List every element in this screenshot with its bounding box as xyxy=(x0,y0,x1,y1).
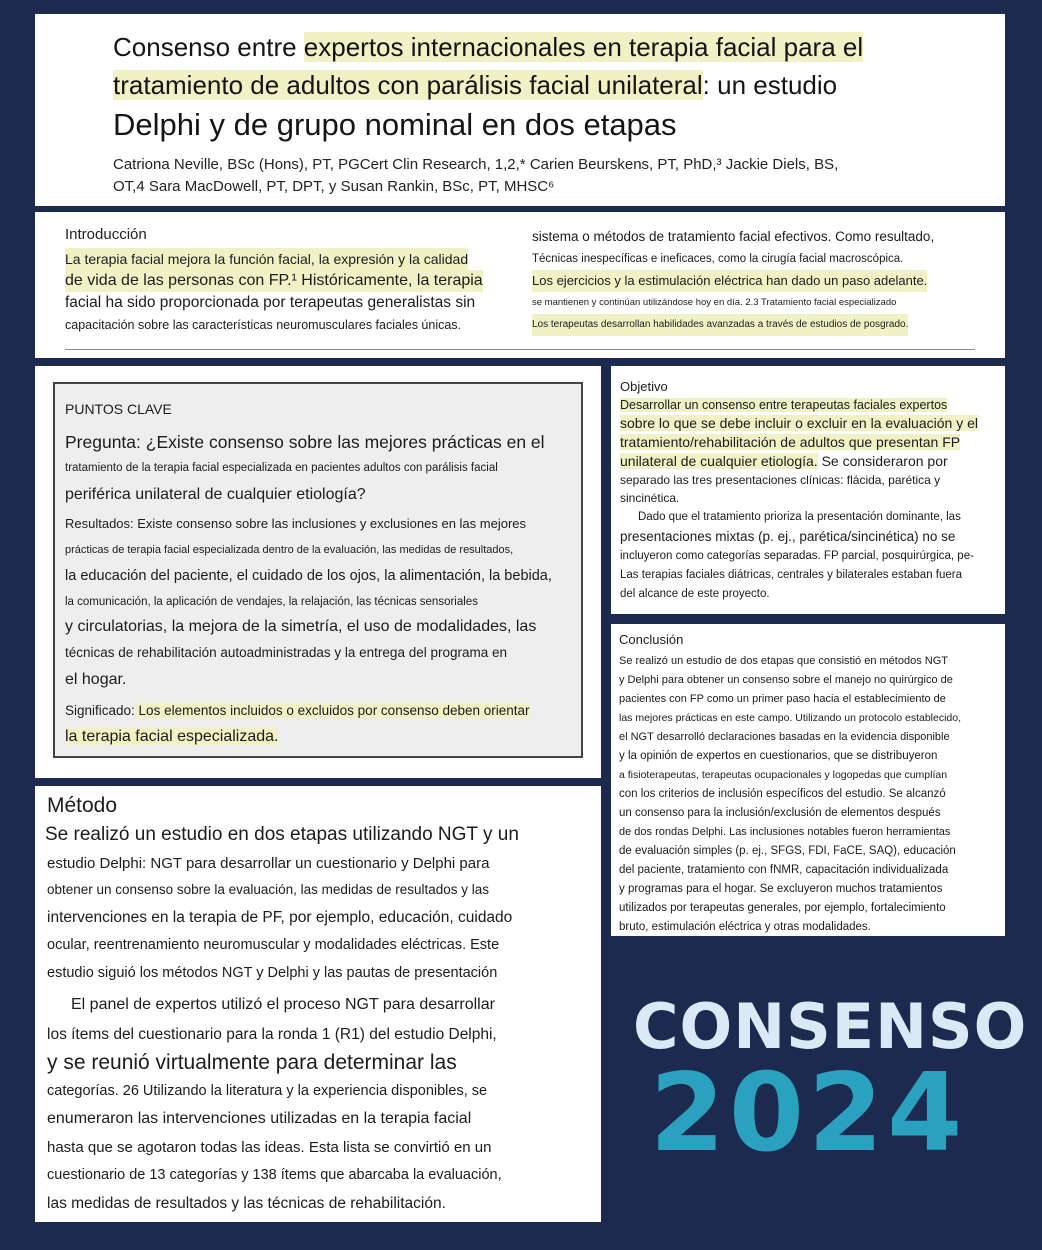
conclusion-line: pacientes con FP como un primer paso hacia el establecimiento de xyxy=(619,693,946,705)
objective-line: presentaciones mixtas (p. ej., parética/sincinética) no se xyxy=(620,529,956,544)
title-text: Delphi y de grupo nominal en dos etapas xyxy=(113,107,677,142)
authors-line: OT,4 Sara MacDowell, PT, DPT, y Susan Rankin, BSc, PT, MHSC⁶ xyxy=(113,178,555,195)
method-line: intervenciones en la terapia de PF, por ejemplo, educación, cuidado xyxy=(47,909,513,926)
conclusion-line: el NGT desarrolló declaraciones basadas en la evidencia disponible xyxy=(619,731,950,743)
conclusion-line: con los criterios de inclusión específicos del estudio. Se alcanzó xyxy=(619,788,946,800)
key-points-line: Pregunta: ¿Existe consenso sobre las mejores prácticas en el xyxy=(65,432,545,452)
objective-highlight: tratamiento/rehabilitación de adultos que presentan FP xyxy=(620,434,961,450)
method-line: y se reunió virtualmente para determinar las xyxy=(47,1051,457,1074)
objective-line: separado las tres presentaciones clínicas: flácida, parética y xyxy=(620,473,941,487)
significance-line xyxy=(65,698,571,724)
title-text: : un estudio xyxy=(702,70,838,100)
conclusion-line: y la opinión de expertos en cuestionarios, que se distribuyeron xyxy=(619,750,938,762)
key-points-panel xyxy=(35,366,601,778)
intro-left-column xyxy=(65,226,505,336)
article-title xyxy=(113,28,1005,146)
key-points-line: periférica unilateral de cualquier etiología? xyxy=(65,486,366,503)
conclusion-line: las mejores prácticas en este campo. Utilizando un protocolo establecido, xyxy=(619,712,962,724)
objective-heading: Objetivo xyxy=(620,379,668,394)
method-line: enumeraron las intervenciones utilizadas en la terapia facial xyxy=(47,1110,472,1127)
intro-right-column xyxy=(532,226,982,336)
objective-highlight: Desarrollar un consenso entre terapeutas faciales expertos xyxy=(620,398,948,412)
key-points-line: tratamiento de la terapia facial especializada en pacientes adultos con parálisis facial xyxy=(65,462,498,474)
objective-line: del alcance de este proyecto. xyxy=(620,588,770,600)
title-panel xyxy=(35,14,1005,206)
title-highlight: expertos internacionales en terapia facial para el xyxy=(303,32,864,62)
intro-line: Técnicas inespecíficas e ineficaces, como la cirugía facial macroscópica. xyxy=(532,253,904,265)
conclusion-line: a fisioterapeutas, terapeutas ocupacionales y logopedas que cumplían xyxy=(619,769,948,781)
authors xyxy=(113,154,893,198)
objective-line: Dado que el tratamiento prioriza la presentación dominante, las xyxy=(638,511,961,523)
conclusion-panel xyxy=(611,624,1005,936)
conclusion-line: Se realizó un estudio de dos etapas que consistió en métodos NGT xyxy=(619,655,948,667)
objective-highlight: sobre lo que se debe incluir o excluir en la evaluación y el xyxy=(620,415,978,431)
key-points-line: el hogar. xyxy=(65,671,127,688)
intro-line: facial ha sido proporcionada por terapeutas generalistas sin xyxy=(65,294,476,311)
intro-panel xyxy=(35,212,1005,358)
method-line: cuestionario de 13 categorías y 138 ítems que abarcaba la evaluación, xyxy=(47,1167,502,1183)
conclusion-line: bruto, estimulación eléctrica y otras modalidades. xyxy=(619,921,871,933)
method-line: hasta que se agotaron todas las ideas. Esta lista se convirtió en un xyxy=(47,1139,492,1156)
method-line: El panel de expertos utilizó el proceso NGT para desarrollar xyxy=(71,996,495,1013)
key-points-line: Resultados: Existe consenso sobre las inclusiones y exclusiones en las mejores xyxy=(65,516,527,531)
method-line: ocular, reentrenamiento neuromuscular y modalidades eléctricas. Este xyxy=(47,937,500,953)
intro-line: capacitación sobre las características neuromusculares faciales únicas. xyxy=(65,318,462,332)
objective-line: incluyeron como categorías separadas. FP parcial, posquirúrgica, pe- xyxy=(620,550,974,562)
method-line: estudio siguió los métodos NGT y Delphi y las pautas de presentación xyxy=(47,965,498,981)
key-points-box xyxy=(53,382,583,758)
key-points-line: técnicas de rehabilitación autoadministradas y la entrega del programa en xyxy=(65,645,508,660)
objective-line: sincinética. xyxy=(620,491,680,505)
intro-line: Los ejercicios y la estimulación eléctrica han dado un paso adelante. xyxy=(532,270,927,292)
objective-highlight: unilateral de cualquier etiología. xyxy=(620,453,818,469)
objective-text: Se consideraron por xyxy=(817,453,948,469)
conclusion-line: utilizados por terapeutas generales, por ejemplo, fortalecimiento xyxy=(619,902,946,914)
conclusion-line: y programas para el hogar. Se excluyeron muchos tratamientos xyxy=(619,883,943,895)
intro-line: Los terapeutas desarrollan habilidades avanzadas a través de estudios de posgrado. xyxy=(532,314,908,336)
key-points-line: la educación del paciente, el cuidado de los ojos, la alimentación, la bebida, xyxy=(65,568,552,584)
method-line: obtener un consenso sobre la evaluación, las medidas de resultados y las xyxy=(47,882,490,897)
intro-line: de vida de las personas con FP.¹ Históricamente, la terapia xyxy=(65,270,483,292)
conclusion-line: y Delphi para obtener un consenso sobre el manejo no quirúrgico de xyxy=(619,674,953,686)
intro-line: sistema o métodos de tratamiento facial efectivos. Como resultado, xyxy=(532,229,935,244)
conclusion-line: un consenso para la inclusión/exclusión de elementos después xyxy=(619,807,941,819)
conclusion-line: de dos rondas Delphi. Las inclusiones notables fueron herramientas xyxy=(619,826,951,838)
method-line: los ítems del cuestionario para la ronda 1 (R1) del estudio Delphi, xyxy=(47,1026,497,1043)
title-highlight: tratamiento de adultos con parálisis facial unilateral xyxy=(113,70,703,100)
conclusion-line: de evaluación simples (p. ej., SFGS, FDI, FaCE, SAQ), educación xyxy=(619,845,956,857)
intro-line: La terapia facial mejora la función facial, la expresión y la calidad xyxy=(65,248,468,270)
conclusion-line: del paciente, tratamiento con fNMR, capacitación individualizada xyxy=(619,864,949,876)
method-line: las medidas de resultados y las técnicas de rehabilitación. xyxy=(47,1195,446,1212)
consenso-word: CONSENSO xyxy=(633,990,1028,1063)
key-points-heading: PUNTOS CLAVE xyxy=(65,401,172,417)
authors-line: Catriona Neville, BSc (Hons), PT, PGCert Clin Research, 1,2,* Carien Beurskens, PT, PhD,³ Jackie Diels, BS, xyxy=(113,156,839,173)
method-line: Se realizó un estudio en dos etapas utilizando NGT y un xyxy=(45,824,519,845)
method-panel xyxy=(35,786,601,1222)
method-heading: Método xyxy=(47,794,118,817)
significance-label: Significado: xyxy=(65,703,135,718)
method-line: estudio Delphi: NGT para desarrollar un cuestionario y Delphi para xyxy=(47,855,490,872)
objective-panel xyxy=(611,366,1005,614)
method-line: categorías. 26 Utilizando la literatura y la experiencia disponibles, se xyxy=(47,1083,488,1099)
conclusion-heading: Conclusión xyxy=(619,632,684,647)
key-points-line: y circulatorias, la mejora de la simetría, el uso de modalidades, las xyxy=(65,618,537,635)
significance-highlight: Los elementos incluidos o excluidos por consenso deben orientar xyxy=(134,703,530,718)
intro-heading: Introducción xyxy=(65,226,147,243)
objective-line: Las terapias faciales diátricas, centrales y bilaterales estaban fuera xyxy=(620,569,962,581)
divider xyxy=(65,349,975,350)
key-points-line: la comunicación, la aplicación de vendajes, la relajación, las técnicas sensoriales xyxy=(65,596,478,608)
key-points-line: prácticas de terapia facial especializada dentro de la evaluación, las medidas de resultados, xyxy=(65,544,514,556)
significance-highlight: la terapia facial especializada. xyxy=(65,728,279,745)
consenso-year: 2024 xyxy=(649,1051,967,1176)
intro-line: se mantienen y continúan utilizándose hoy en día. 2.3 Tratamiento facial especializado xyxy=(532,297,897,308)
title-text: Consenso entre xyxy=(113,32,304,62)
